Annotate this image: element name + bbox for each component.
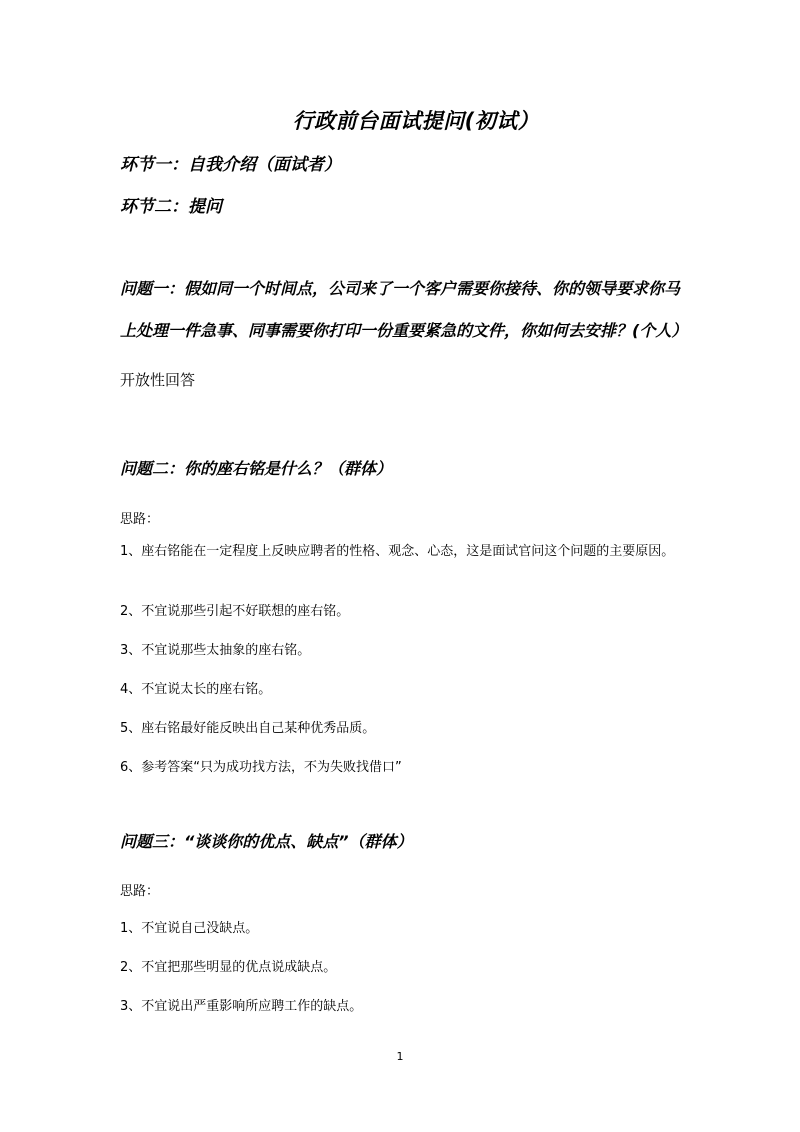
question-3-item: 1、不宜说自己没缺点。 — [120, 921, 259, 936]
question-2-heading: 问题二：你的座右铭是什么？（群体） — [120, 459, 393, 478]
question-1-answer: 开放性回答 — [120, 371, 196, 389]
question-1-line-1: 问题一：假如同一个时间点，公司来了一个客户需要你接待、你的领导要求你马 — [120, 279, 681, 298]
question-2-item: 3、不宜说那些太抽象的座右铭。 — [120, 643, 311, 658]
question-3-heading: 问题三：“谈谈你的优点、缺点”（群体） — [120, 832, 413, 851]
question-2-thinking-label: 思路： — [120, 512, 160, 527]
question-3-item: 2、不宜把那些明显的优点说成缺点。 — [120, 960, 337, 975]
question-2-item: 5、座右铭最好能反映出自己某种优秀品质。 — [120, 721, 376, 736]
question-2-item: 4、不宜说太长的座右铭。 — [120, 682, 272, 697]
section-heading-1: 环节一：自我介绍（面试者） — [120, 155, 341, 175]
question-2-item: 1、座右铭能在一定程度上反映应聘者的性格、观念、心态，这是面试官问这个问题的主要原因。 — [120, 544, 675, 559]
page-number: 1 — [396, 1050, 404, 1063]
question-1-line-2: 上处理一件急事、同事需要你打印一份重要紧急的文件，你如何去安排？(个人） — [120, 321, 688, 340]
question-2-item: 2、不宜说那些引起不好联想的座右铭。 — [120, 604, 350, 619]
question-3-item: 3、不宜说出严重影响所应聘工作的缺点。 — [120, 999, 363, 1014]
document-title: 行政前台面试提问(初试） — [292, 109, 540, 133]
section-heading-2: 环节二：提问 — [120, 197, 222, 217]
question-3-thinking-label: 思路： — [120, 884, 160, 899]
question-2-item: 6、参考答案“只为成功找方法，不为失败找借口” — [120, 760, 402, 775]
